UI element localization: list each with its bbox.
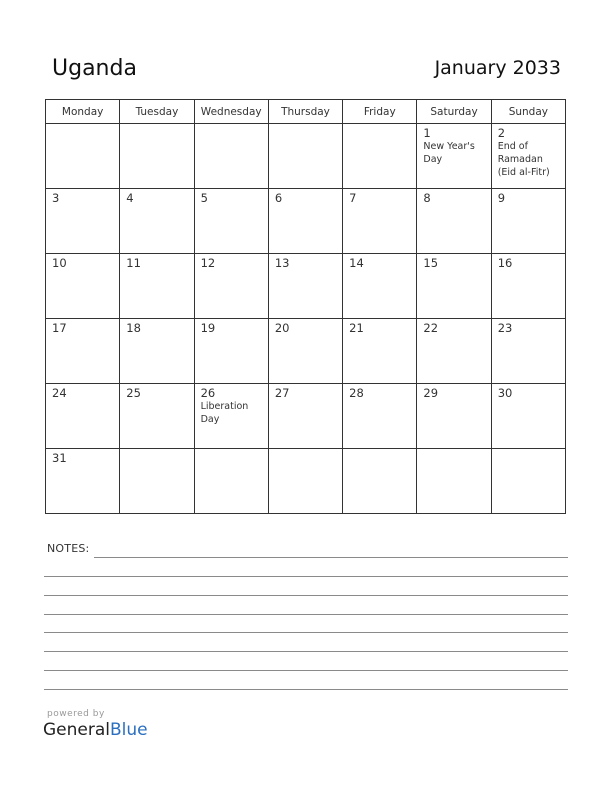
day-number: 27 (274, 386, 290, 400)
day-cell (491, 384, 565, 449)
weekday-wednesday: Wednesday (194, 100, 268, 124)
notes-label: NOTES: (47, 542, 90, 555)
generalblue-logo[interactable] (43, 720, 148, 740)
day-cell (343, 254, 417, 319)
day-cell (417, 124, 491, 189)
day-cell (268, 384, 342, 449)
day-number: 22 (423, 321, 439, 335)
day-cell (46, 384, 120, 449)
day-number: 11 (126, 256, 141, 270)
empty-day-cell (194, 449, 268, 514)
day-cell (120, 319, 194, 384)
day-cell (491, 319, 565, 384)
day-number: 30 (497, 386, 513, 400)
day-number: 28 (349, 386, 364, 400)
note-line (94, 557, 568, 558)
day-number: 17 (52, 321, 67, 335)
week-row (46, 124, 566, 189)
day-number: 19 (200, 321, 216, 335)
day-number: 1 (423, 126, 431, 140)
empty-day-cell (120, 124, 194, 189)
day-cell (417, 384, 491, 449)
brand-general-text: General (43, 720, 110, 740)
day-number: 9 (497, 191, 506, 205)
day-number: 20 (274, 321, 290, 335)
day-cell (194, 254, 268, 319)
day-cell (268, 254, 342, 319)
empty-day-cell (194, 124, 268, 189)
weekday-monday: Monday (46, 100, 120, 124)
week-row (46, 319, 566, 384)
note-line (44, 632, 568, 633)
day-number: 7 (349, 191, 357, 205)
day-cell (194, 189, 268, 254)
day-cell (268, 319, 342, 384)
day-number: 5 (200, 191, 208, 205)
day-cell (343, 189, 417, 254)
day-number: 23 (497, 321, 513, 335)
day-number: 29 (423, 386, 439, 400)
day-number: 2 (497, 126, 506, 140)
week-row (46, 449, 566, 514)
day-number: 18 (126, 321, 141, 335)
empty-day-cell (417, 449, 491, 514)
brand-blue-text: Blue (110, 720, 148, 740)
week-row (46, 254, 566, 319)
note-line (44, 689, 568, 690)
weekday-header-row (46, 100, 566, 124)
note-line (44, 576, 568, 577)
day-number: 16 (497, 256, 513, 270)
weekday-sunday: Sunday (491, 100, 565, 124)
day-number: 12 (200, 256, 216, 270)
weekday-thursday: Thursday (268, 100, 342, 124)
day-cell (120, 189, 194, 254)
day-cell (343, 384, 417, 449)
day-cell (417, 254, 491, 319)
day-number: 24 (52, 386, 67, 400)
day-number: 31 (52, 451, 67, 465)
day-cell (491, 124, 565, 189)
day-cell (491, 189, 565, 254)
day-cell (268, 189, 342, 254)
day-number: 6 (274, 191, 283, 205)
day-cell (417, 189, 491, 254)
month-year-title: January 2033 (434, 57, 561, 79)
country-title: Uganda (52, 56, 137, 81)
holiday-label: New Year's Day (423, 141, 475, 165)
day-cell (491, 254, 565, 319)
empty-day-cell (343, 449, 417, 514)
day-number: 10 (52, 256, 67, 270)
powered-by-text: powered by (47, 709, 105, 719)
empty-day-cell (268, 449, 342, 514)
week-row (46, 189, 566, 254)
day-cell (46, 189, 120, 254)
weekday-tuesday: Tuesday (120, 100, 194, 124)
weekday-saturday: Saturday (417, 100, 491, 124)
day-cell (46, 449, 120, 514)
note-line (44, 595, 568, 596)
day-cell (417, 319, 491, 384)
empty-day-cell (491, 449, 565, 514)
day-number: 21 (349, 321, 364, 335)
day-number: 15 (423, 256, 439, 270)
day-number: 4 (126, 191, 134, 205)
day-cell (120, 254, 194, 319)
note-line (44, 670, 568, 671)
calendar-grid (45, 99, 566, 514)
day-cell (46, 254, 120, 319)
day-cell (194, 384, 268, 449)
day-cell (120, 384, 194, 449)
note-line (44, 614, 568, 615)
note-line (44, 651, 568, 652)
day-number: 8 (423, 191, 431, 205)
holiday-label: End of Ramadan (Eid al-Fitr) (497, 141, 550, 178)
day-cell (46, 319, 120, 384)
day-cell (194, 319, 268, 384)
empty-day-cell (46, 124, 120, 189)
day-number: 13 (274, 256, 290, 270)
weekday-friday: Friday (343, 100, 417, 124)
week-row (46, 384, 566, 449)
day-number: 3 (52, 191, 60, 205)
day-cell (343, 319, 417, 384)
holiday-label: Liberation Day (200, 401, 249, 425)
day-number: 14 (349, 256, 364, 270)
empty-day-cell (343, 124, 417, 189)
empty-day-cell (120, 449, 194, 514)
empty-day-cell (268, 124, 342, 189)
day-number: 25 (126, 386, 141, 400)
day-number: 26 (200, 386, 216, 400)
